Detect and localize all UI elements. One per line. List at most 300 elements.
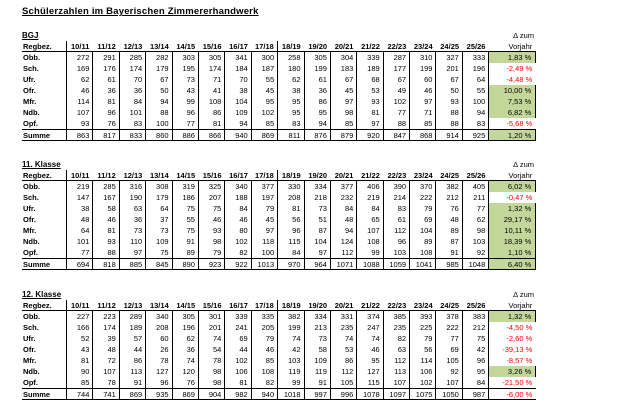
region-label: Summe [22, 258, 67, 270]
value-cell: 56 [278, 214, 304, 225]
value-cell: 291 [93, 52, 119, 63]
value-cell: 167 [93, 192, 119, 203]
value-cell: 108 [252, 366, 278, 377]
value-cell: 97 [120, 247, 146, 258]
value-cell: 115 [357, 377, 383, 388]
value-cell: 45 [252, 214, 278, 225]
value-cell: 406 [357, 181, 383, 192]
value-cell: 77 [67, 247, 93, 258]
value-cell: 1088 [357, 258, 383, 270]
year-header: 18/19 [278, 41, 304, 52]
value-cell: 85 [410, 118, 436, 129]
value-cell: 72 [93, 355, 119, 366]
value-cell: 76 [173, 377, 199, 388]
value-cell: 184 [225, 63, 251, 74]
value-cell: 74 [278, 333, 304, 344]
value-cell: 922 [225, 258, 251, 270]
value-cell: 201 [436, 63, 462, 74]
value-cell: 51 [305, 214, 331, 225]
value-cell: 101 [120, 107, 146, 118]
value-cell: 166 [67, 322, 93, 333]
value-cell: 82 [252, 377, 278, 388]
value-cell: 890 [173, 258, 199, 270]
year-header: 12/13 [120, 170, 146, 181]
value-cell: 42 [463, 344, 489, 355]
value-cell: 95 [463, 366, 489, 377]
value-cell: 91 [436, 247, 462, 258]
region-label: Ndb. [22, 236, 67, 247]
value-cell: 124 [331, 236, 357, 247]
value-cell: 43 [173, 85, 199, 96]
value-cell: 189 [120, 322, 146, 333]
region-label: Ofr. [22, 214, 67, 225]
value-cell: 74 [357, 333, 383, 344]
value-cell: 69 [436, 344, 462, 355]
year-header: 14/15 [173, 41, 199, 52]
year-header: 10/11 [67, 41, 93, 52]
delta-cell: 6,40 % [489, 258, 536, 270]
data-row [22, 203, 536, 214]
value-cell: 109 [146, 236, 172, 247]
value-cell: 48 [67, 214, 93, 225]
value-cell: 81 [357, 107, 383, 118]
summe-row [22, 129, 536, 141]
year-header: 24/25 [436, 41, 462, 52]
year-header: 14/15 [173, 300, 199, 311]
data-row [22, 52, 536, 63]
value-cell: 56 [410, 344, 436, 355]
value-cell: 330 [278, 181, 304, 192]
value-cell: 1059 [384, 258, 410, 270]
value-cell: 99 [173, 96, 199, 107]
value-cell: 102 [384, 96, 410, 107]
value-cell: 103 [278, 355, 304, 366]
value-cell: 109 [305, 355, 331, 366]
delta-cell: 10,00 % [489, 85, 536, 96]
value-cell: 174 [93, 322, 119, 333]
value-cell: 102 [225, 236, 251, 247]
value-cell: 92 [436, 366, 462, 377]
value-cell: 310 [410, 52, 436, 63]
delta-cell: 6,82 % [489, 107, 536, 118]
value-cell: 57 [120, 333, 146, 344]
value-cell: 91 [120, 377, 146, 388]
value-cell: 104 [305, 236, 331, 247]
value-cell: 102 [410, 377, 436, 388]
year-header: 16/17 [225, 41, 251, 52]
section-label-bgj: BGJ [22, 31, 39, 40]
value-cell: 93 [93, 236, 119, 247]
data-row [22, 311, 536, 322]
value-cell: 964 [305, 258, 331, 270]
value-cell: 96 [278, 225, 304, 236]
region-label: Mfr. [22, 225, 67, 236]
value-cell: 868 [410, 129, 436, 141]
value-cell: 73 [146, 225, 172, 236]
value-cell: 68 [357, 74, 383, 85]
value-cell: 38 [278, 85, 304, 96]
value-cell: 36 [305, 85, 331, 96]
value-cell: 258 [278, 52, 304, 63]
value-cell: 305 [173, 311, 199, 322]
value-cell: 207 [199, 192, 225, 203]
value-cell: 383 [463, 311, 489, 322]
value-cell: 110 [120, 236, 146, 247]
value-cell: 886 [173, 129, 199, 141]
value-cell: 46 [252, 344, 278, 355]
value-cell: 818 [93, 258, 119, 270]
value-cell: 169 [67, 63, 93, 74]
value-cell: 44 [225, 344, 251, 355]
value-cell: 333 [463, 52, 489, 63]
value-cell: 62 [67, 74, 93, 85]
value-cell: 76 [93, 118, 119, 129]
value-cell: 74 [331, 333, 357, 344]
value-cell: 78 [93, 377, 119, 388]
value-cell: 377 [252, 181, 278, 192]
value-cell: 48 [331, 214, 357, 225]
value-cell: 211 [463, 192, 489, 203]
value-cell: 935 [146, 388, 172, 400]
value-cell: 869 [252, 129, 278, 141]
value-cell: 179 [146, 192, 172, 203]
delta-header-line1: Δ zum [513, 290, 534, 299]
value-cell: 107 [67, 107, 93, 118]
value-cell: 55 [252, 74, 278, 85]
data-row [22, 333, 536, 344]
year-header: 17/18 [252, 300, 278, 311]
value-cell: 341 [225, 52, 251, 63]
value-cell: 98 [331, 107, 357, 118]
value-cell: 77 [463, 203, 489, 214]
value-cell: 26 [146, 344, 172, 355]
value-cell: 289 [120, 311, 146, 322]
value-cell: 104 [225, 96, 251, 107]
summe-row [22, 258, 536, 270]
value-cell: 188 [225, 192, 251, 203]
value-cell: 393 [410, 311, 436, 322]
value-cell: 65 [357, 214, 383, 225]
value-cell: 119 [305, 366, 331, 377]
value-cell: 82 [225, 247, 251, 258]
value-cell: 189 [357, 63, 383, 74]
delta-cell: -4,50 % [506, 323, 533, 332]
value-cell: 77 [384, 107, 410, 118]
table-grid [22, 170, 536, 270]
value-cell: 58 [305, 344, 331, 355]
value-cell: 46 [410, 85, 436, 96]
value-cell: 81 [199, 118, 225, 129]
year-header: 23/24 [410, 41, 436, 52]
value-cell: 55 [463, 85, 489, 96]
value-cell: 36 [173, 344, 199, 355]
data-row [22, 96, 536, 107]
value-cell: 75 [146, 247, 172, 258]
value-cell: 811 [278, 129, 304, 141]
value-cell: 61 [305, 74, 331, 85]
delta-header-line2: Vorjahr [489, 41, 536, 52]
year-header: 24/25 [436, 170, 462, 181]
value-cell: 219 [357, 192, 383, 203]
value-cell: 199 [410, 63, 436, 74]
value-cell: 127 [146, 366, 172, 377]
value-cell: 92 [463, 247, 489, 258]
value-cell: 93 [199, 225, 225, 236]
value-cell: 64 [463, 74, 489, 85]
region-label: Summe [22, 129, 67, 141]
data-row [22, 214, 536, 225]
value-cell: 79 [199, 247, 225, 258]
value-cell: 75 [173, 203, 199, 214]
year-header: 20/21 [331, 41, 357, 52]
summe-row [22, 388, 536, 400]
region-label: Obb. [22, 52, 67, 63]
value-cell: 301 [199, 311, 225, 322]
value-cell: 377 [331, 181, 357, 192]
region-label: Opf. [22, 247, 67, 258]
region-label: Mfr. [22, 96, 67, 107]
delta-header-line2: Vorjahr [489, 300, 536, 311]
value-cell: 64 [146, 203, 172, 214]
value-cell: 63 [120, 203, 146, 214]
value-cell: 196 [463, 63, 489, 74]
value-cell: 55 [173, 214, 199, 225]
region-label: Ofr. [22, 85, 67, 96]
value-cell: 94 [225, 118, 251, 129]
value-cell: 36 [120, 214, 146, 225]
value-cell: 195 [173, 63, 199, 74]
section-label-11-klasse: 11. Klasse [22, 160, 61, 169]
section-label-12-klasse: 12. Klasse [22, 290, 62, 299]
region-label: Obb. [22, 181, 67, 192]
value-cell: 904 [199, 388, 225, 400]
value-cell: 84 [225, 203, 251, 214]
value-cell: 222 [410, 192, 436, 203]
value-cell: 90 [67, 366, 93, 377]
year-header: 23/24 [410, 170, 436, 181]
value-cell: 300 [252, 52, 278, 63]
value-cell: 208 [146, 322, 172, 333]
value-cell: 113 [384, 366, 410, 377]
value-cell: 46 [357, 344, 383, 355]
value-cell: 81 [67, 355, 93, 366]
year-header: 10/11 [67, 170, 93, 181]
value-cell: 48 [436, 214, 462, 225]
value-cell: 334 [305, 311, 331, 322]
value-cell: 86 [331, 355, 357, 366]
value-cell: 213 [305, 322, 331, 333]
value-cell: 118 [252, 236, 278, 247]
value-cell: 61 [384, 214, 410, 225]
value-cell: 180 [278, 63, 304, 74]
value-cell: 109 [225, 107, 251, 118]
value-cell: 94 [305, 118, 331, 129]
region-label: Ufr. [22, 333, 67, 344]
value-cell: 95 [278, 107, 304, 118]
year-header: 15/16 [199, 300, 225, 311]
value-cell: 81 [93, 225, 119, 236]
value-cell: 114 [67, 96, 93, 107]
value-cell: 304 [331, 52, 357, 63]
value-cell: 241 [225, 322, 251, 333]
value-cell: 100 [146, 118, 172, 129]
value-cell: 84 [357, 203, 383, 214]
value-cell: 99 [357, 247, 383, 258]
value-cell: 107 [357, 225, 383, 236]
delta-cell: 1,32 % [489, 203, 536, 214]
year-header: 17/18 [252, 41, 278, 52]
value-cell: 99 [278, 377, 304, 388]
year-header: 24/25 [436, 300, 462, 311]
value-cell: 101 [67, 236, 93, 247]
value-cell: 43 [67, 344, 93, 355]
value-cell: 87 [436, 236, 462, 247]
value-cell: 876 [305, 129, 331, 141]
year-header: 13/14 [146, 170, 172, 181]
value-cell: 62 [463, 214, 489, 225]
value-cell: 285 [93, 181, 119, 192]
value-cell: 405 [463, 181, 489, 192]
value-cell: 81 [225, 377, 251, 388]
delta-cell: 6,02 % [489, 181, 536, 192]
value-cell: 67 [436, 74, 462, 85]
delta-cell: -0,47 % [506, 193, 533, 202]
value-cell: 83 [120, 118, 146, 129]
value-cell: 95 [252, 96, 278, 107]
value-cell: 107 [436, 377, 462, 388]
value-cell: 38 [67, 203, 93, 214]
value-cell: 81 [93, 96, 119, 107]
value-cell: 914 [436, 129, 462, 141]
value-cell: 93 [436, 96, 462, 107]
value-cell: 83 [463, 118, 489, 129]
value-cell: 88 [93, 247, 119, 258]
value-cell: 84 [463, 377, 489, 388]
value-cell: 75 [199, 203, 225, 214]
value-cell: 62 [278, 74, 304, 85]
value-cell: 62 [173, 333, 199, 344]
region-label: Obb. [22, 311, 67, 322]
value-cell: 76 [436, 203, 462, 214]
value-cell: 108 [410, 247, 436, 258]
value-cell: 340 [225, 181, 251, 192]
value-cell: 95 [357, 355, 383, 366]
value-cell: 339 [357, 52, 383, 63]
value-cell: 114 [410, 355, 436, 366]
value-cell: 70 [225, 74, 251, 85]
value-cell: 94 [331, 225, 357, 236]
value-cell: 223 [93, 311, 119, 322]
year-header: 19/20 [305, 170, 331, 181]
value-cell: 112 [331, 247, 357, 258]
value-cell: 325 [199, 181, 225, 192]
value-cell: 1048 [463, 258, 489, 270]
value-cell: 69 [410, 214, 436, 225]
value-cell: 282 [146, 52, 172, 63]
value-cell: 49 [384, 85, 410, 96]
year-header: 19/20 [305, 300, 331, 311]
value-cell: 83 [384, 203, 410, 214]
value-cell: 87 [305, 225, 331, 236]
value-cell: 112 [331, 366, 357, 377]
year-header: 18/19 [278, 300, 304, 311]
table-grid [22, 300, 536, 400]
value-cell: 96 [146, 377, 172, 388]
value-cell: 1078 [357, 388, 383, 400]
value-cell: 85 [67, 377, 93, 388]
year-header: 25/26 [463, 170, 489, 181]
value-cell: 285 [120, 52, 146, 63]
value-cell: 94 [146, 96, 172, 107]
year-header: 13/14 [146, 41, 172, 52]
value-cell: 95 [278, 96, 304, 107]
value-cell: 41 [199, 85, 225, 96]
value-cell: 197 [252, 192, 278, 203]
value-cell: 98 [463, 225, 489, 236]
value-cell: 287 [384, 52, 410, 63]
value-cell: 112 [384, 225, 410, 236]
year-header: 20/21 [331, 170, 357, 181]
value-cell: 44 [120, 344, 146, 355]
value-cell: 46 [199, 214, 225, 225]
value-cell: 45 [331, 85, 357, 96]
value-cell: 73 [173, 74, 199, 85]
value-cell: 1050 [436, 388, 462, 400]
region-header: Regbez. [22, 41, 67, 52]
value-cell: 390 [384, 181, 410, 192]
value-cell: 694 [67, 258, 93, 270]
value-cell: 985 [436, 258, 462, 270]
value-cell: 84 [331, 203, 357, 214]
value-cell: 54 [199, 344, 225, 355]
value-cell: 370 [410, 181, 436, 192]
value-cell: 305 [199, 52, 225, 63]
value-cell: 74 [199, 333, 225, 344]
value-cell: 53 [357, 85, 383, 96]
value-cell: 94 [463, 107, 489, 118]
value-cell: 63 [384, 344, 410, 355]
region-label: Opf. [22, 118, 67, 129]
value-cell: 88 [436, 107, 462, 118]
value-cell: 61 [93, 74, 119, 85]
value-cell: 741 [93, 388, 119, 400]
region-label: Ndb. [22, 107, 67, 118]
value-cell: 869 [120, 388, 146, 400]
value-cell: 219 [67, 181, 93, 192]
delta-cell: -21,50 % [502, 378, 533, 387]
value-cell: 100 [463, 96, 489, 107]
value-cell: 80 [225, 225, 251, 236]
value-cell: 201 [199, 322, 225, 333]
data-row [22, 192, 536, 203]
value-cell: 235 [384, 322, 410, 333]
table-grid [22, 41, 536, 141]
value-cell: 84 [120, 96, 146, 107]
region-label: Sch. [22, 192, 67, 203]
year-header: 15/16 [199, 41, 225, 52]
delta-cell: 7,53 % [489, 96, 536, 107]
value-cell: 107 [384, 377, 410, 388]
delta-header-line1: Δ zum [513, 160, 534, 169]
value-cell: 52 [67, 333, 93, 344]
delta-cell: -4,48 % [506, 75, 533, 84]
value-cell: 112 [384, 355, 410, 366]
value-cell: 232 [331, 192, 357, 203]
value-cell: 744 [67, 388, 93, 400]
value-cell: 60 [410, 74, 436, 85]
value-cell: 75 [463, 333, 489, 344]
value-cell: 45 [252, 85, 278, 96]
